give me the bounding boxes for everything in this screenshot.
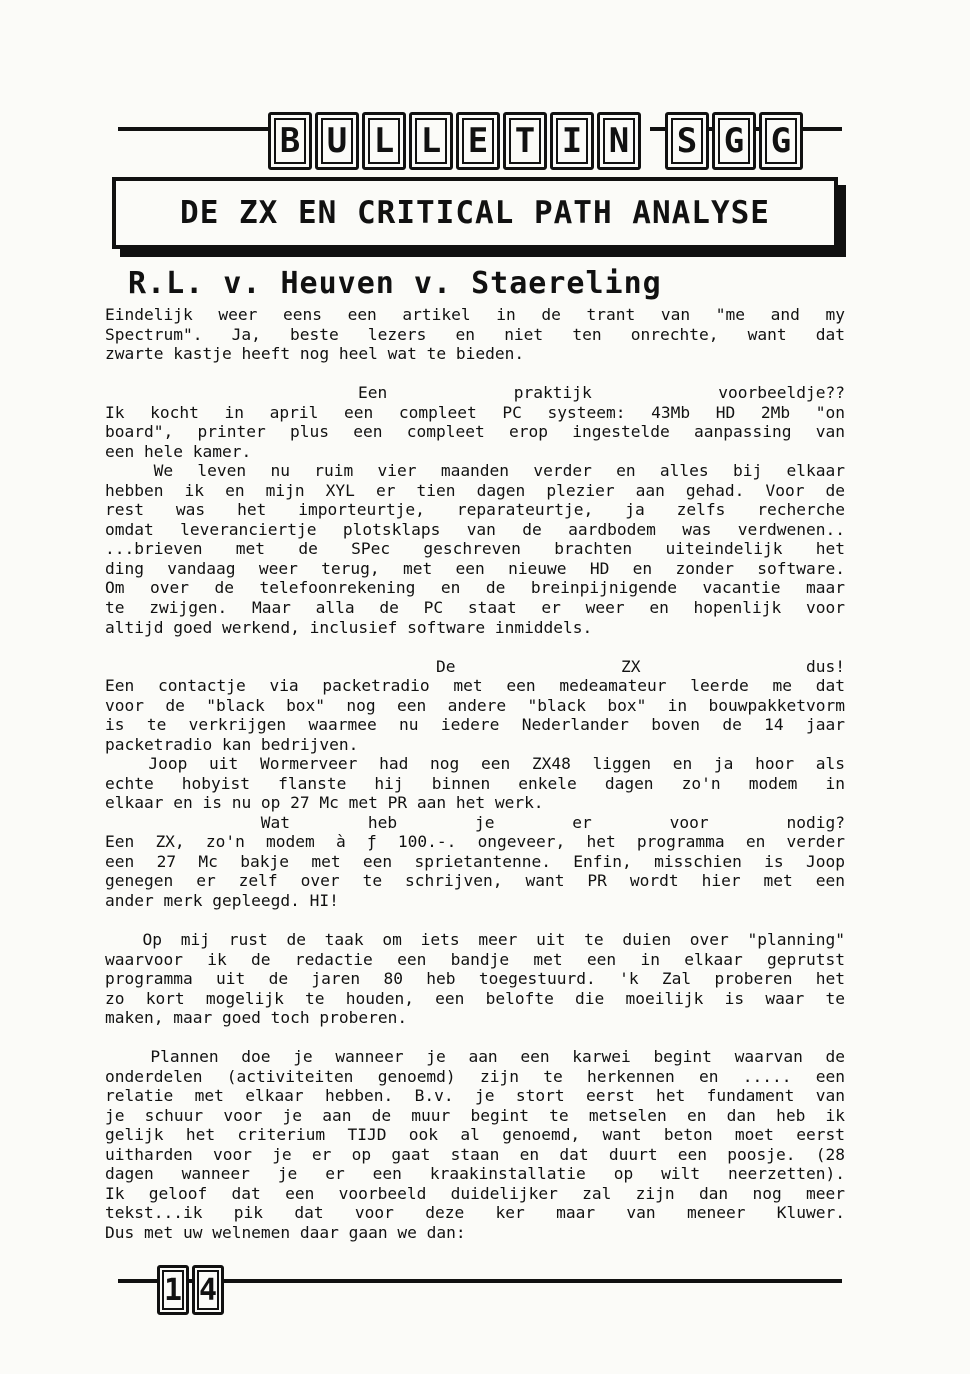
logo-letter: U — [315, 112, 359, 170]
body-line: packetradio kan bedrijven. — [105, 734, 359, 754]
body-line: We leven nu ruim vier maanden verder en alles bij elkaar — [105, 461, 845, 481]
logo-issue-letter: S — [665, 112, 709, 170]
body-line: gelijk het criterium TIJD ook al genoemd, want beton moet eerst — [105, 1125, 845, 1145]
body-line — [105, 364, 845, 384]
logo-letter: B — [268, 112, 312, 170]
body-line: hebben ik en mijn XYL er tien dagen plezier aan gehad. Voor de — [105, 480, 845, 500]
body-line: Ik kocht in april een compleet PC systeem: 43Mb HD 2Mb "on — [105, 402, 845, 422]
body-line — [105, 1028, 845, 1048]
body-line: zwarte kastje heeft nog heel wat te bieden. — [105, 344, 525, 364]
body-line: programma uit de jaren 80 heb toegestuurd. 'k Zal proberen het — [105, 969, 845, 989]
logo-issue-letter: G — [712, 112, 756, 170]
logo-letter: N — [597, 112, 641, 170]
page-number-digit: 4 — [192, 1265, 224, 1315]
page-number — [157, 1265, 224, 1315]
body-line: Spectrum". Ja, beste lezers en niet ten onrechte, want dat — [105, 324, 845, 344]
body-line — [105, 910, 845, 930]
body-line: Eindelijk weer eens een artikel in de trant van "me and my — [105, 305, 845, 324]
body-line: een hele kamer. — [105, 441, 252, 461]
body-line: elkaar en is nu op 27 Mc met PR aan het werk. — [105, 793, 544, 813]
body-line: een 27 Mc bakje met een sprietantenne. Enfin, misschien is Joop — [105, 851, 845, 871]
footer-rule — [118, 1279, 842, 1283]
body-line: De ZX dus! — [105, 656, 845, 676]
header-rule-left — [118, 127, 268, 131]
body-line: relatie met elkaar hebben. B.v. je stort eerst het fundament van — [105, 1086, 845, 1106]
body-line: altijd goed werkend, inclusief software inmiddels. — [105, 617, 593, 637]
body-line: Plannen doe je wanneer je aan een karwei begint waarvan de — [105, 1047, 845, 1067]
logo-issue-letter: G — [759, 112, 803, 170]
body-line — [105, 637, 845, 657]
article-title: DE ZX EN CRITICAL PATH ANALYSE — [180, 195, 770, 231]
body-line: Ik geloof dat een voorbeeld duidelijker zal zijn dan nog meer — [105, 1183, 845, 1203]
body-line: onderdelen (activiteiten genoemd) zijn te herkennen en ..... een — [105, 1066, 845, 1086]
body-line: echte hobyist flanste hij binnen enkele dagen zo'n modem in — [105, 773, 845, 793]
body-line: Om over de telefoonrekening en de breinpijnigende vacantie maar — [105, 578, 845, 598]
article-body — [105, 305, 845, 1243]
body-line: Joop uit Wormerveer had nog een ZX48 liggen en ja hoor als — [105, 754, 845, 774]
body-line: ander merk gepleegd. HI! — [105, 890, 339, 910]
body-line: Een praktijk voorbeeldje?? — [105, 383, 845, 403]
body-line: maken, maar goed toch proberen. — [105, 1008, 408, 1028]
body-line: Een ZX, zo'n modem à ƒ 100.-. ongeveer, het programma en verder — [105, 832, 845, 852]
body-line: ...brieven met de SPec geschreven brachten uiteindelijk het — [105, 539, 845, 559]
body-line: tekst...ik pik dat voor deze ker maar van meneer Kluwer. — [105, 1203, 845, 1223]
logo-gap — [644, 112, 662, 170]
logo-letter: E — [456, 112, 500, 170]
body-line: Dus met uw welnemen daar gaan we dan: — [105, 1222, 466, 1242]
body-line: rest was het importeurtje, reparateurtje, ja zelfs recherche — [105, 500, 845, 520]
body-line: Op mij rust de taak om iets meer uit te duien over "planning" — [105, 930, 845, 949]
body-line: voor de "black box" nog een andere "black box" in bouwpakketvorm — [105, 695, 845, 715]
body-line: omdat leveranciertje plotsklaps van de aardbodem was verdwenen.. — [105, 519, 845, 539]
bulletin-sgg-logo — [268, 112, 803, 170]
body-line: board", printer plus een compleet erop ingestelde aanpassing van — [105, 422, 845, 442]
body-line: Wat heb je er voor nodig? — [105, 812, 845, 832]
body-line: uitharden voor je er op gaat staan en dat duurt een poosje. (28 — [105, 1144, 845, 1164]
logo-letter: L — [362, 112, 406, 170]
logo-letter: T — [503, 112, 547, 170]
body-line: is te verkrijgen waarmee nu iedere Nederlander boven de 14 jaar — [105, 715, 845, 735]
body-line: zo kort mogelijk te houden, een belofte die moeilijk is waar te — [105, 988, 845, 1008]
logo-letter: I — [550, 112, 594, 170]
body-line: Een contactje via packetradio met een medeamateur leerde me dat — [105, 676, 845, 696]
body-line: ding vandaag weer terug, met een nieuwe HD en zonder software. — [105, 558, 845, 578]
body-line: waarvoor ik de redactie een bandje met een in elkaar geprutst — [105, 949, 845, 969]
page-number-digit: 1 — [157, 1265, 189, 1315]
body-line: dagen wanneer je er een kraakinstallatie op wilt neerzetten). — [105, 1164, 845, 1184]
body-line: genegen er zelf over te schrijven, want PR wordt hier met een — [105, 871, 845, 891]
article-title-box — [112, 177, 838, 249]
article-byline: R.L. v. Heuven v. Staereling — [128, 266, 662, 301]
body-line: te zwijgen. Maar alla de PC staat er weer en hopenlijk voor — [105, 597, 845, 617]
body-line: je schuur voor je aan de muur begint te metselen en dan heb ik — [105, 1105, 845, 1125]
logo-letter: L — [409, 112, 453, 170]
